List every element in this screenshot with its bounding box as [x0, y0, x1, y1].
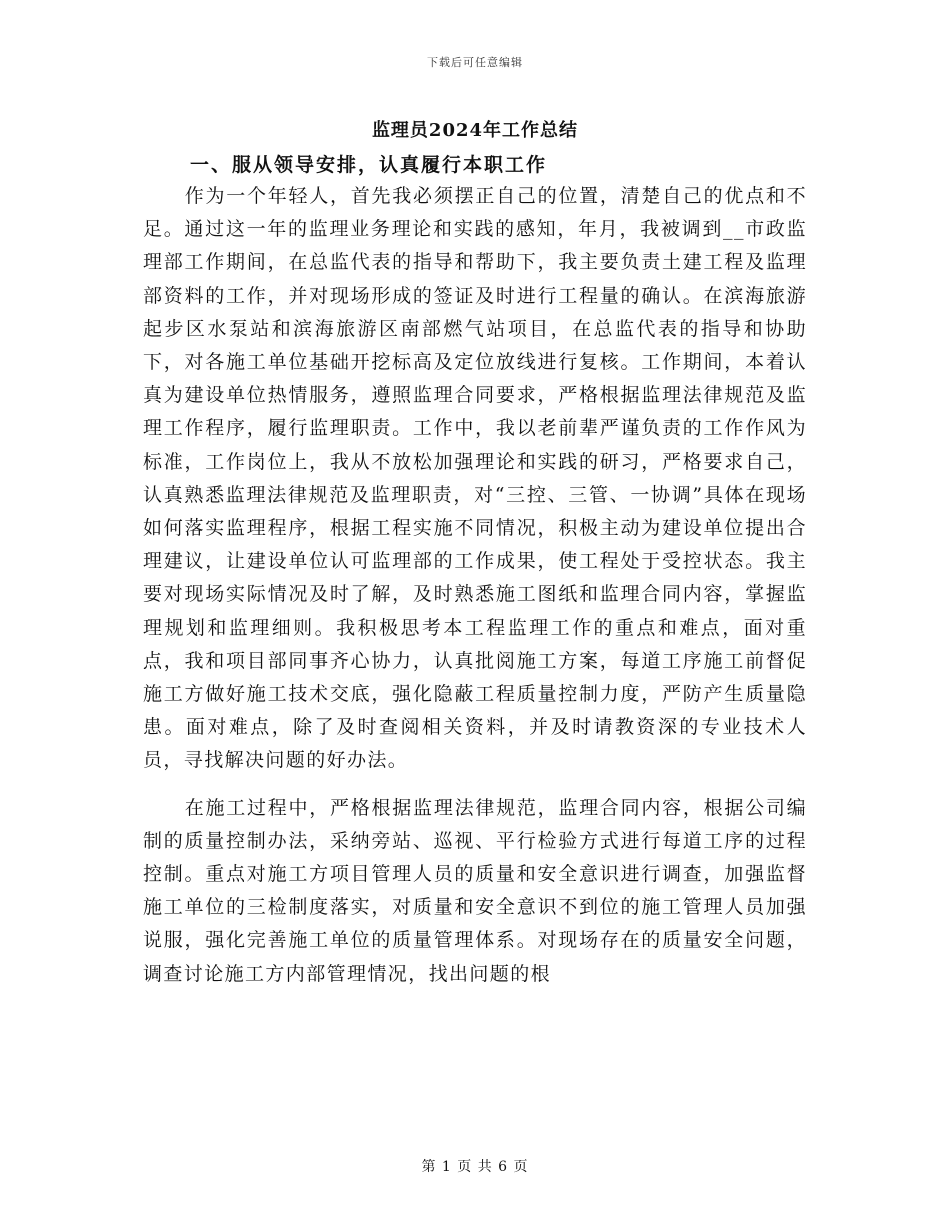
body-paragraph: 在施工过程中，严格根据监理法律规范，监理合同内容，根据公司编制的质量控制办法，采纳旁站、巡视、平行检验方式进行每道工序的过程控制。重点对施工方项目管理人员的质量和安全意识进行调查，加强监督施工单位的三检制度落实，对质量和安全意识不到位的施工管理人员加强说服，强化完善施工单位的质量管理体系。对现场存在的质量安全问题，调查讨论施工方内部管理情况，找出问题的根	[143, 796, 807, 985]
page-header-note: 下载后可任意编辑	[427, 56, 523, 69]
page-number: 第 1 页 共 6 页	[421, 1159, 529, 1175]
section-heading: 一、服从领导安排，认真履行本职工作	[190, 154, 548, 176]
document-title: 监理员2024年工作总结	[371, 120, 579, 141]
document-body	[143, 180, 807, 991]
body-paragraph: 作为一个年轻人，首先我必须摆正自己的位置，清楚自己的优点和不足。通过这一年的监理业务理论和实践的感知，年月，我被调到__市政监理部工作期间，在总监代表的指导和帮助下，我主要负责土建工程及监理部资料的工作，并对现场形成的签证及时进行工程量的确认。在滨海旅游起步区水泵站和滨海旅游区南部燃气站项目，在总监代表的指导和协助下，对各施工单位基础开挖标高及定位放线进行复核。工作期间，本着认真为建设单位热情服务，遵照监理合同要求，严格根据监理法律规范及监理工作程序，履行监理职责。工作中，我以老前辈严谨负责的工作作风为标准，工作岗位上，我从不放松加强理论和实践的研习，严格要求自己，认真熟悉监理法律规范及监理职责，对“三控、三管、一协调”具体在现场如何落实监理程序，根据工程实施不同情况，积极主动为建设单位提出合理建议，让建设单位认可监理部的工作成果，使工程处于受控状态。我主要对现场实际情况及时了解，及时熟悉施工图纸和监理合同内容，掌握监理规划和监理细则。我积极思考本工程监理工作的重点和难点，面对重点，我和项目部同事齐心协力，认真批阅施工方案，每道工序施工前督促施工方做好施工技术交底，强化隐蔽工程质量控制力度，严防产生质量隐患。面对难点，除了及时查阅相关资料，并及时请教资深的专业技术人员，寻找解决问题的好办法。	[143, 185, 807, 772]
